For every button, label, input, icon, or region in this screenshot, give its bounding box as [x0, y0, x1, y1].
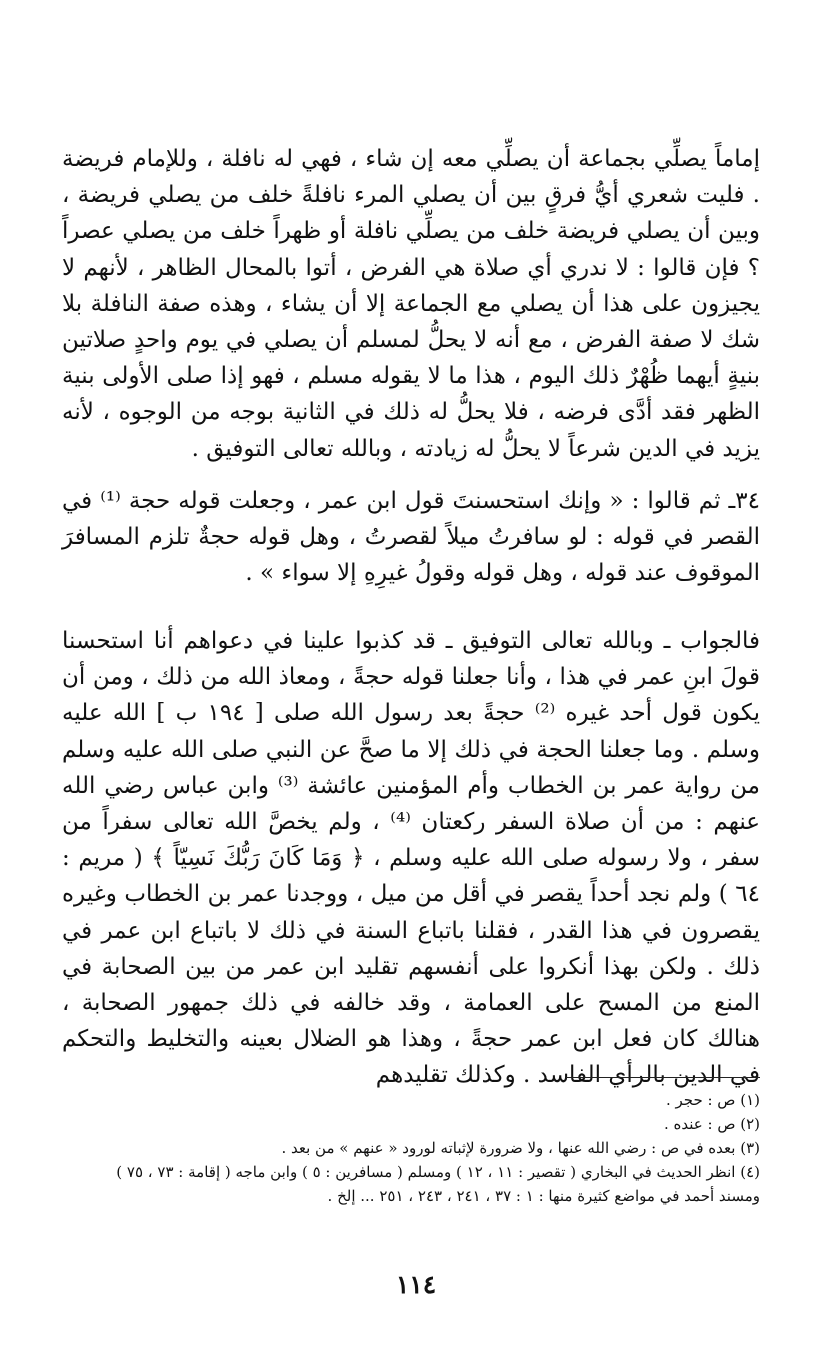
footnote-2: (٢) ص : عنده . — [663, 1115, 760, 1133]
footnote-divider — [566, 1077, 760, 1078]
footnotes — [40, 1088, 760, 1208]
footnote-4: (٤) انظر الحديث في البخاري ( تقصير : ١١ ، ١٢ ) ومسلم ( مسافرين : ٥ ) وابن ماجه ( إقامة : ٧٣ ، ٧٥ ) — [116, 1163, 760, 1181]
paragraph-3: فالجواب ـ وبالله تعالى التوفيق ـ قد كذبوا علينا في دعواهم أنا استحسنا قولَ ابنِ عمر في هذا ، وأنا جعلنا قوله حجةً ، ومعاذ الله من ذلك ، ومن أن يكون قول أحد غيره ⁽²⁾ حجةً بعد رسول الله صلى [ ١٩٤ ب ] الله عليه وسلم . وما جعلنا الحجة في ذلك إلا ما صحَّ عن النبي صلى الله عليه وسلم من رواية عمر بن الخطاب وأم المؤمنين عائشة ⁽³⁾ وابن عباس رضي الله عنهم : من أن صلاة السفر ركعتان ⁽⁴⁾ ، ولم يخصَّ الله تعالى سفراً من سفر ، ولا رسوله صلى الله عليه وسلم ، ﴿ وَمَا كَانَ رَبُّكَ نَسِيّاً ﴾ ( مريم : ٦٤ ) ولم نجد أحداً يقصر في أقل من ميل ، ووجدنا عمر بن الخطاب وغيره يقصرون في هذا القدر ، فقلنا باتباع السنة في ذلك لا باتباع ابن عمر في ذلك . ولكن بهذا أنكروا على أنفسهم تقليد ابن عمر من بين الصحابة في المنع من المسح على العمامة ، وقد خالفه في ذلك جمهور الصحابة ، هنالك كان فعل ابن عمر حجةً ، وهذا هو الضلال بعينه والتخليط والتحكم في الدين بالرأي الفاسد . وكذلك تقليدهم — [62, 628, 761, 1089]
paragraph-2: ٣٤ـ ثم قالوا : « وإنك استحسنتَ قول ابن عمر ، وجعلت قوله حجة ⁽¹⁾ في القصر في قوله : لو سافرتُ ميلاً لقصرتُ ، وهل قوله حجةٌ تلزم المسافرَ الموقوف عند قوله ، وهل قوله وقولُ غيرِهِ إلا سواء » . — [62, 488, 760, 587]
paragraph-1: إماماً يصلِّي بجماعة أن يصلِّي معه إن شاء ، فهي له نافلة ، وللإمام فريضة . فليت شعري أيُّ فرقٍ بين أن يصلي المرء نافلةً خلف من يصلي فريضة ، وبين أن يصلي فريضة خلف من يصلِّي نافلة أو ظهراً خلف من يصلي عصراً ؟ فإن قالوا : لا ندري أي صلاة هي الفرض ، أتوا بالمحال الظاهر ، لأنهم لا يجيزون على هذا أن يصلي مع الجماعة إلا أن يشاء ، وهذه صفة النافلة بلا شك لا صفة الفرض ، مع أنه لا يحلُّ لمسلم أن يصلي في يوم واحدٍ صلاتين بنيةٍ أيهما ظُهْرٌ ذلك اليوم ، هذا ما لا يقوله مسلم ، فهو إذا صلى الأولى بنية الظهر فقد أدَّى فرضه ، فلا يحلُّ له ذلك في الثانية بوجه من الوجوه ، لأنه يزيد في الدين شرعاً لا يحلُّ له زيادته ، وبالله تعالى التوفيق . — [62, 146, 760, 462]
page-number: ١١٤ — [395, 1270, 437, 1299]
footnote-1: (١) ص : حجر . — [665, 1091, 760, 1109]
footnote-4-continued: ومسند أحمد في مواضع كثيرة منها : ١ : ٣٧ ، ٢٤١ ، ٢٤٣ ، ٢٥١ ... إلخ . — [327, 1187, 760, 1205]
footnote-3: (٣) بعده في ص : رضي الله عنها ، ولا ضرورة لإثباته لورود « عنهم » من بعد . — [281, 1139, 760, 1157]
